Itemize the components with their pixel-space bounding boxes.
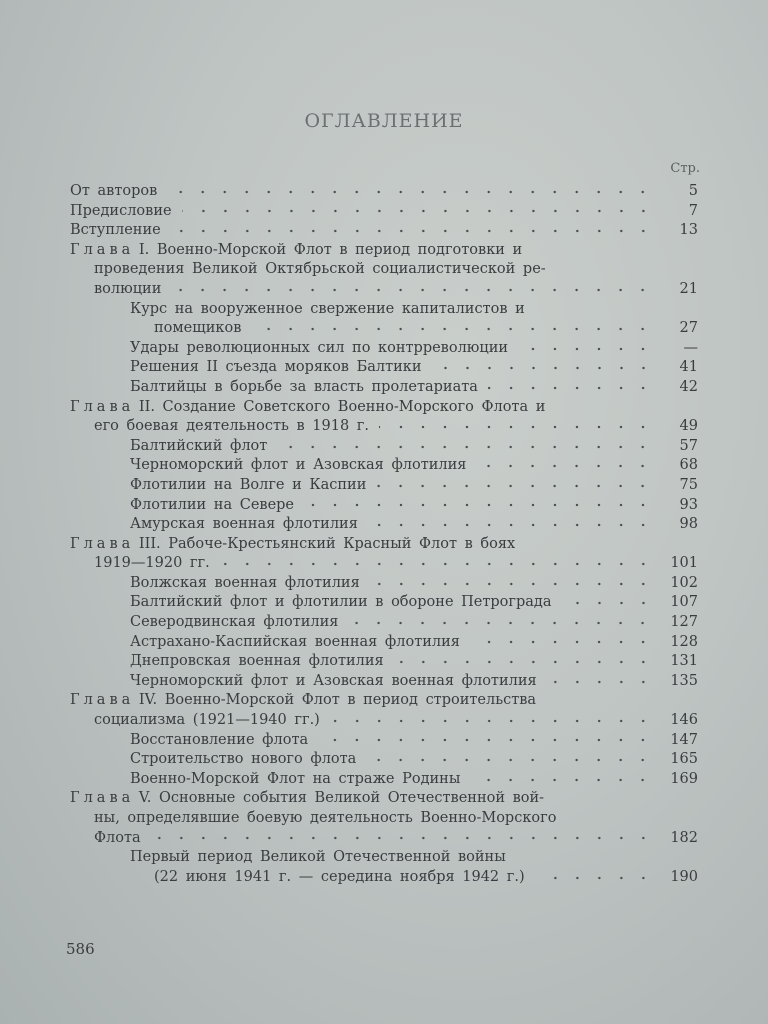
toc-line [70,515,698,535]
entry-title: проведения Великой Октябрьской социалистической ре- [94,261,546,278]
page-title: ОГЛАВЛЕНИЕ [304,110,464,132]
entry-page-number: 68 [679,457,698,474]
entry-page-number: 42 [679,378,698,395]
entry-title: социализма (1921—1940 гг.) [94,712,320,729]
toc-entry [70,182,698,202]
toc-line [70,809,698,829]
toc-entry [70,437,698,457]
entry-title: Первый период Великой Отечественной войны [130,849,506,866]
entry-title: волюции [94,280,162,297]
toc-line [70,280,698,300]
entry-title: Вступление [70,222,161,239]
dot-leader [151,836,654,840]
dot-leader [251,327,654,331]
toc-line [70,417,698,437]
entry-title: IV. Военно-Морской Флот в период строительства [138,692,537,709]
entry-page-number: 146 [670,712,698,729]
dot-leader [366,758,654,762]
entry-page-number: 135 [670,672,698,689]
entry-title: Флота [94,829,141,846]
toc-line [70,554,698,574]
entry-page-number: 21 [679,280,698,297]
toc-chapter-entry [70,398,698,437]
toc-line [70,848,698,868]
entry-title: Флотилии на Волге и Каспии [130,476,367,493]
toc-entry [70,378,698,398]
entry-title: ны, определявшие боевую деятельность Военно-Морского [94,810,557,826]
toc-entry [70,574,698,594]
entry-page-number: 49 [679,418,698,435]
dot-leader [167,190,654,194]
toc-line [70,593,698,613]
toc-entry [70,476,698,496]
toc-line [70,378,698,398]
dot-leader [370,582,654,586]
entry-title: Решения II съезда моряков Балтики [130,359,422,376]
dot-leader [562,601,655,605]
toc-chapter-entry [70,241,698,300]
toc-line [70,691,698,711]
entry-page-number: 165 [670,751,698,768]
page-column-label: Стр. [670,161,700,176]
toc-entry [70,633,698,653]
page-number: 586 [66,940,95,958]
toc-entry [70,613,698,633]
entry-title: Черноморский флот и Азовская военная флотилия [130,672,537,689]
dot-leader [432,366,655,370]
entry-title: Балтийский флот и флотилии в обороне Петрограда [130,594,552,611]
table-of-contents [70,182,698,887]
entry-title: Курс на вооруженное свержение капиталистов и [130,300,525,317]
toc-line [70,789,698,809]
entry-page-number: 5 [688,183,698,199]
entry-page-number: 27 [679,320,698,337]
entry-title: Балтийцы в борьбе за власть пролетариата [130,378,478,395]
dot-leader [470,778,654,782]
toc-chapter-entry [70,535,698,574]
entry-title: его боевая деятельность в 1918 г. [94,418,370,435]
dot-leader [330,719,654,723]
entry-page-number: 101 [670,555,698,572]
toc-line [70,241,698,261]
dot-leader [220,562,654,566]
entry-title: Черноморский флот и Азовская флотилия [130,457,467,474]
toc-line [70,496,698,516]
dot-leader [470,640,654,644]
chapter-prefix: Глава [70,241,135,258]
entry-title: Флотилии на Севере [130,496,295,513]
dot-leader [182,209,654,213]
toc-line [70,633,698,653]
entry-title: Строительство нового флота [130,751,357,768]
toc-entry [70,770,698,790]
toc-entry [70,221,698,241]
entry-title: Северодвинская флотилия [130,614,339,631]
entry-page-number: 147 [670,731,698,748]
dot-leader [488,386,654,390]
toc-line [70,202,698,222]
entry-title: I. Военно-Морской Флот в период подготовки и [138,241,523,258]
dot-leader [518,347,654,351]
entry-title: Волжская военная флотилия [130,574,360,591]
chapter-prefix: Глава [70,535,135,552]
toc-line [70,358,698,378]
toc-line [70,319,698,339]
toc-line [70,456,698,476]
entry-title: (22 июня 1941 г. — середина ноября 1942 г.) [154,868,525,885]
toc-line [70,574,698,594]
entry-title: Амурская военная флотилия [130,516,358,533]
entry-title: От авторов [70,183,158,199]
entry-page-number: 182 [670,829,698,846]
entry-title: Предисловие [70,202,172,219]
dot-leader [379,425,654,429]
toc-line [70,300,698,320]
toc-entry [70,731,698,751]
entry-page-number: 128 [670,633,698,650]
entry-page-number: 102 [670,574,698,591]
toc-entry [70,652,698,672]
dot-leader [394,660,654,664]
entry-title: 1919—1920 гг. [94,555,210,572]
toc-line [70,437,698,457]
toc-entry [70,202,698,222]
entry-page-number: — [683,339,698,356]
entry-title: Военно-Морской Флот на страже Родины [130,770,461,787]
toc-line [70,672,698,692]
entry-page-number: 7 [688,202,698,219]
toc-chapter-entry [70,789,698,848]
entry-page-number: 190 [670,868,698,885]
toc-entry [70,750,698,770]
toc-line [70,829,698,849]
entry-page-number: 41 [679,359,698,376]
entry-title: помещиков [154,320,242,337]
toc-line [70,182,698,202]
toc-line [70,652,698,672]
toc-line [70,711,698,731]
dot-leader [547,680,654,684]
toc-entry [70,300,698,339]
entry-page-number: 169 [670,770,698,787]
entry-title: Восстановление флота [130,731,309,748]
toc-entry [70,358,698,378]
chapter-prefix: Глава [70,692,135,709]
entry-page-number: 75 [679,476,698,493]
toc-line [70,260,698,280]
dot-leader [376,484,654,488]
dot-leader [476,464,654,468]
toc-line [70,221,698,241]
toc-entry [70,515,698,535]
entry-title: Днепровская военная флотилия [130,653,384,670]
dot-leader [277,445,654,449]
toc-entry [70,672,698,692]
entry-page-number: 131 [670,653,698,670]
toc-line [70,339,698,359]
entry-page-number: 57 [679,437,698,454]
toc-line [70,476,698,496]
toc-line [70,398,698,418]
entry-page-number: 93 [679,496,698,513]
toc-line [70,613,698,633]
toc-line [70,750,698,770]
toc-entry [70,496,698,516]
toc-line [70,770,698,790]
chapter-prefix: Глава [70,790,135,807]
toc-chapter-entry [70,691,698,730]
dot-leader [535,876,654,880]
toc-entry [70,848,698,887]
toc-entry [70,593,698,613]
entry-page-number: 107 [670,594,698,611]
dot-leader [171,288,654,292]
toc-line [70,731,698,751]
toc-line [70,868,698,888]
toc-entry [70,456,698,476]
entry-title: II. Создание Советского Военно-Морского Флота и [138,398,546,415]
dot-leader [304,503,654,507]
entry-page-number: 127 [670,614,698,631]
entry-title: Удары революционных сил по контрреволюции [130,339,509,356]
toc-line [70,535,698,555]
dot-leader [171,229,654,233]
entry-page-number: 98 [679,516,698,533]
dot-leader [318,738,654,742]
entry-title: Астрахано-Каспийская военная флотилия [130,633,460,650]
dot-leader [368,523,654,527]
entry-title: III. Рабоче-Крестьянский Красный Флот в боях [138,535,516,552]
dot-leader [348,621,654,625]
chapter-prefix: Глава [70,398,135,415]
entry-title: V. Основные события Великой Отечественной вой- [138,790,545,807]
entry-page-number: 13 [679,222,698,239]
entry-title: Балтийский флот [130,437,268,454]
toc-entry [70,339,698,359]
